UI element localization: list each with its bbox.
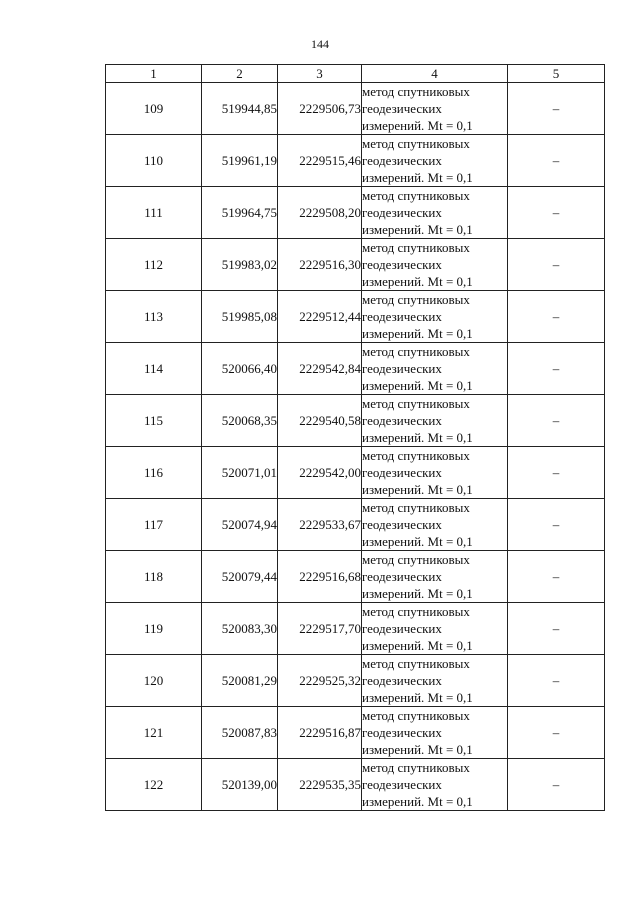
y-coordinate-cell: 2229542,00: [278, 447, 362, 499]
table-row: [106, 343, 605, 395]
table-row: [106, 707, 605, 759]
point-number-cell: 118: [106, 551, 202, 603]
x-coordinate-cell: 519985,08: [202, 291, 278, 343]
note-cell: –: [508, 291, 605, 343]
point-number-cell: 117: [106, 499, 202, 551]
x-coordinate-cell: 520139,00: [202, 759, 278, 811]
point-number-cell: 113: [106, 291, 202, 343]
y-coordinate-cell: 2229535,35: [278, 759, 362, 811]
point-number-cell: 122: [106, 759, 202, 811]
y-coordinate-cell: 2229515,46: [278, 135, 362, 187]
x-coordinate-cell: 520074,94: [202, 499, 278, 551]
y-coordinate-cell: 2229512,44: [278, 291, 362, 343]
point-number-cell: 115: [106, 395, 202, 447]
method-cell: метод спутниковых геодезических измерений. Mt = 0,1: [362, 187, 508, 239]
table-header-row: [106, 65, 605, 83]
table-row: [106, 603, 605, 655]
y-coordinate-cell: 2229516,68: [278, 551, 362, 603]
x-coordinate-cell: 519983,02: [202, 239, 278, 291]
note-cell: –: [508, 135, 605, 187]
note-cell: –: [508, 499, 605, 551]
method-cell: метод спутниковых геодезических измерений. Mt = 0,1: [362, 603, 508, 655]
note-cell: –: [508, 83, 605, 135]
note-cell: –: [508, 187, 605, 239]
point-number-cell: 109: [106, 83, 202, 135]
table-body: [106, 65, 605, 811]
point-number-cell: 119: [106, 603, 202, 655]
x-coordinate-cell: 519964,75: [202, 187, 278, 239]
table-row: [106, 291, 605, 343]
point-number-cell: 120: [106, 655, 202, 707]
method-cell: метод спутниковых геодезических измерений. Mt = 0,1: [362, 707, 508, 759]
point-number-cell: 110: [106, 135, 202, 187]
point-number-cell: 111: [106, 187, 202, 239]
method-cell: метод спутниковых геодезических измерений. Mt = 0,1: [362, 239, 508, 291]
note-cell: –: [508, 447, 605, 499]
method-cell: метод спутниковых геодезических измерений. Mt = 0,1: [362, 291, 508, 343]
x-coordinate-cell: 520068,35: [202, 395, 278, 447]
column-header: 3: [278, 65, 362, 83]
method-cell: метод спутниковых геодезических измерений. Mt = 0,1: [362, 447, 508, 499]
method-cell: метод спутниковых геодезических измерений. Mt = 0,1: [362, 83, 508, 135]
column-header: 2: [202, 65, 278, 83]
table-row: [106, 239, 605, 291]
note-cell: –: [508, 395, 605, 447]
table-row: [106, 187, 605, 239]
column-header: 5: [508, 65, 605, 83]
point-number-cell: 112: [106, 239, 202, 291]
note-cell: –: [508, 551, 605, 603]
coordinates-table: [105, 64, 605, 811]
x-coordinate-cell: 520079,44: [202, 551, 278, 603]
table-row: [106, 83, 605, 135]
y-coordinate-cell: 2229525,32: [278, 655, 362, 707]
note-cell: –: [508, 343, 605, 395]
point-number-cell: 114: [106, 343, 202, 395]
method-cell: метод спутниковых геодезических измерений. Mt = 0,1: [362, 343, 508, 395]
y-coordinate-cell: 2229533,67: [278, 499, 362, 551]
x-coordinate-cell: 519944,85: [202, 83, 278, 135]
method-cell: метод спутниковых геодезических измерений. Mt = 0,1: [362, 759, 508, 811]
table-row: [106, 135, 605, 187]
method-cell: метод спутниковых геодезических измерений. Mt = 0,1: [362, 499, 508, 551]
method-cell: метод спутниковых геодезических измерений. Mt = 0,1: [362, 655, 508, 707]
x-coordinate-cell: 519961,19: [202, 135, 278, 187]
table-row: [106, 551, 605, 603]
note-cell: –: [508, 655, 605, 707]
note-cell: –: [508, 707, 605, 759]
y-coordinate-cell: 2229540,58: [278, 395, 362, 447]
method-cell: метод спутниковых геодезических измерений. Mt = 0,1: [362, 395, 508, 447]
y-coordinate-cell: 2229516,87: [278, 707, 362, 759]
table-row: [106, 395, 605, 447]
y-coordinate-cell: 2229517,70: [278, 603, 362, 655]
x-coordinate-cell: 520071,01: [202, 447, 278, 499]
note-cell: –: [508, 759, 605, 811]
x-coordinate-cell: 520083,30: [202, 603, 278, 655]
column-header: 4: [362, 65, 508, 83]
method-cell: метод спутниковых геодезических измерений. Mt = 0,1: [362, 551, 508, 603]
y-coordinate-cell: 2229506,73: [278, 83, 362, 135]
table-row: [106, 499, 605, 551]
table-row: [106, 655, 605, 707]
y-coordinate-cell: 2229508,20: [278, 187, 362, 239]
y-coordinate-cell: 2229542,84: [278, 343, 362, 395]
x-coordinate-cell: 520081,29: [202, 655, 278, 707]
x-coordinate-cell: 520066,40: [202, 343, 278, 395]
table-row: [106, 447, 605, 499]
table-row: [106, 759, 605, 811]
y-coordinate-cell: 2229516,30: [278, 239, 362, 291]
column-header: 1: [106, 65, 202, 83]
point-number-cell: 121: [106, 707, 202, 759]
x-coordinate-cell: 520087,83: [202, 707, 278, 759]
note-cell: –: [508, 603, 605, 655]
page-number: 144: [311, 37, 329, 51]
note-cell: –: [508, 239, 605, 291]
point-number-cell: 116: [106, 447, 202, 499]
method-cell: метод спутниковых геодезических измерений. Mt = 0,1: [362, 135, 508, 187]
